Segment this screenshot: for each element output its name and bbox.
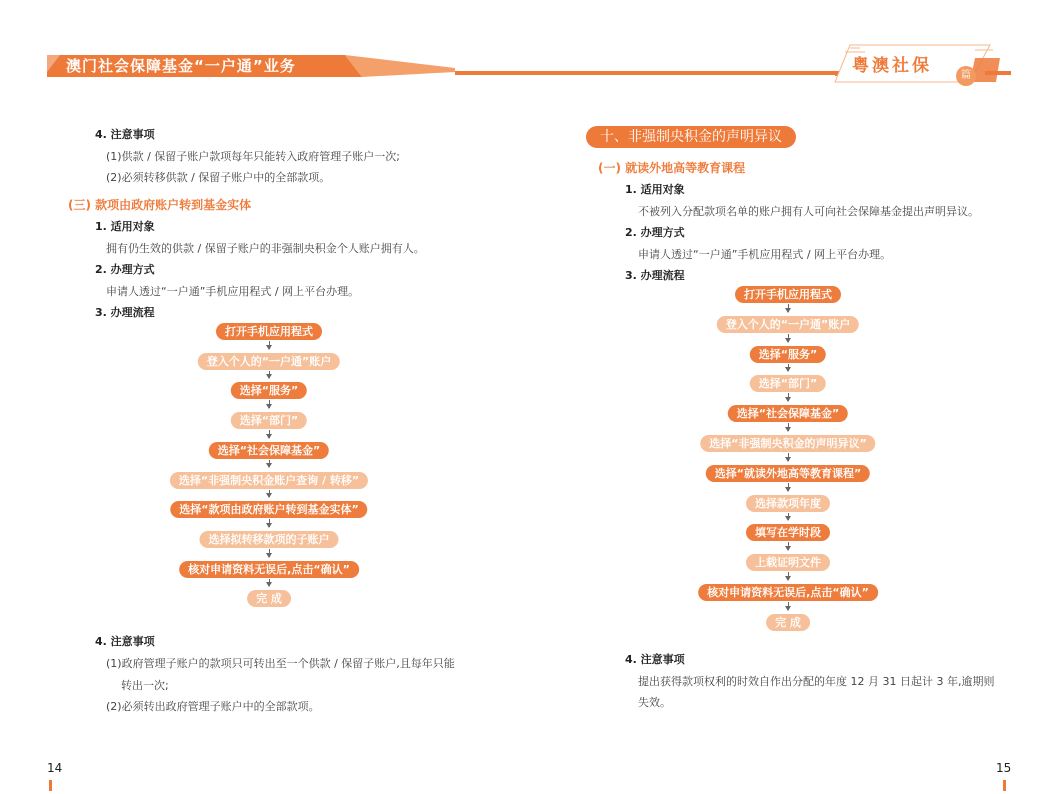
right-flow-step: 选择“就读外地高等教育课程” — [706, 465, 870, 482]
down-arrow-icon — [269, 490, 270, 498]
down-arrow-icon — [269, 549, 270, 557]
left-notes-bottom-item: (2)必须转出政府管理子账户中的全部款项。 — [106, 700, 320, 713]
down-arrow-icon — [788, 602, 789, 610]
header-brand-badge: 篇 — [956, 66, 976, 86]
left-method-heading: 2. 办理方式 — [95, 263, 155, 276]
left-flow-step: 选择拟转移款项的子账户 — [200, 531, 339, 548]
right-applicable-text: 不被列入分配款项名单的账户拥有人可向社会保障基金提出声明异议。 — [638, 205, 979, 218]
right-flow-step: 选择“社会保障基金” — [728, 405, 848, 422]
right-chapter-title: 十、非强制央积金的声明异议 — [586, 126, 796, 148]
down-arrow-icon — [269, 371, 270, 379]
right-page-number: 15 — [996, 761, 1012, 775]
down-arrow-icon — [788, 364, 789, 372]
down-arrow-icon — [788, 334, 789, 342]
left-notes-bottom-item: (1)政府管理子账户的款项只可转出至一个供款 / 保留子账户,且每年只能 — [106, 657, 455, 670]
left-applicable-heading: 1. 适用对象 — [95, 220, 155, 233]
down-arrow-icon — [788, 513, 789, 521]
down-arrow-icon — [269, 460, 270, 468]
right-notes-item: 提出获得款项权利的时效自作出分配的年度 12 月 31 日起计 3 年,逾期则 — [638, 675, 995, 688]
left-page-number: 14 — [47, 761, 63, 775]
right-flow-step: 选择款项年度 — [746, 495, 830, 512]
left-notes-top-heading: 4. 注意事项 — [95, 128, 155, 141]
right-applicable-heading: 1. 适用对象 — [625, 183, 685, 196]
left-flow-step: 核对申请资料无误后,点击“确认” — [179, 561, 359, 578]
left-flow-step: 打开手机应用程式 — [216, 323, 322, 340]
right-flow-step: 完 成 — [766, 614, 810, 631]
down-arrow-icon — [269, 400, 270, 408]
left-applicable-text: 拥有仍生效的供款 / 保留子账户的非强制央积金个人账户拥有人。 — [106, 242, 425, 255]
right-flow-step: 选择“非强制央积金的声明异议” — [700, 435, 875, 452]
right-flow-step: 选择“服务” — [750, 346, 826, 363]
left-notes-top-item: (1)供款 / 保留子账户款项每年只能转入政府管理子账户一次; — [106, 150, 400, 163]
left-flow-step: 选择“社会保障基金” — [209, 442, 329, 459]
right-flow-step: 核对申请资料无误后,点击“确认” — [698, 584, 878, 601]
left-method-text: 申请人透过“一户通”手机应用程式 / 网上平台办理。 — [106, 285, 360, 298]
down-arrow-icon — [269, 341, 270, 349]
down-arrow-icon — [269, 430, 270, 438]
right-method-heading: 2. 办理方式 — [625, 226, 685, 239]
down-arrow-icon — [788, 453, 789, 461]
left-flow-step: 选择“非强制央积金账户查询 / 转移” — [170, 472, 368, 489]
right-flow-step: 打开手机应用程式 — [735, 286, 841, 303]
left-flow-step: 登入个人的“一户通”账户 — [198, 353, 340, 370]
left-flow-step: 选择“款项由政府账户转到基金实体” — [170, 501, 367, 518]
left-flow-step: 完 成 — [247, 590, 291, 607]
header-title: 澳门社会保障基金“一户通”业务 — [66, 57, 296, 75]
down-arrow-icon — [788, 483, 789, 491]
down-arrow-icon — [788, 423, 789, 431]
right-notes-heading: 4. 注意事项 — [625, 653, 685, 666]
right-flow-step: 选择“部门” — [750, 375, 826, 392]
down-arrow-icon — [788, 572, 789, 580]
left-process-heading: 3. 办理流程 — [95, 306, 155, 319]
down-arrow-icon — [788, 542, 789, 550]
header-band — [0, 0, 1058, 100]
right-notes-item: 失效。 — [638, 696, 671, 709]
down-arrow-icon — [269, 519, 270, 527]
left-section-title: (三) 款项由政府账户转到基金实体 — [68, 198, 252, 212]
left-flow-step: 选择“服务” — [231, 382, 307, 399]
right-page-marker — [1003, 780, 1006, 791]
down-arrow-icon — [788, 304, 789, 312]
left-page-marker — [49, 780, 52, 791]
left-notes-bottom-heading: 4. 注意事项 — [95, 635, 155, 648]
left-notes-bottom-item: 转出一次; — [121, 679, 169, 692]
left-notes-top-item: (2)必须转移供款 / 保留子账户中的全部款项。 — [106, 171, 331, 184]
right-method-text: 申请人透过“一户通”手机应用程式 / 网上平台办理。 — [638, 248, 892, 261]
right-section-title: (一) 就读外地高等教育课程 — [598, 161, 746, 175]
right-flow-step: 上载证明文件 — [746, 554, 830, 571]
right-flow-step: 登入个人的“一户通”账户 — [717, 316, 859, 333]
right-process-heading: 3. 办理流程 — [625, 269, 685, 282]
down-arrow-icon — [788, 393, 789, 401]
left-flow-step: 选择“部门” — [231, 412, 307, 429]
header-brand: 粤澳社保 — [852, 56, 932, 76]
right-flow-step: 填写在学时段 — [746, 524, 830, 541]
down-arrow-icon — [269, 579, 270, 587]
